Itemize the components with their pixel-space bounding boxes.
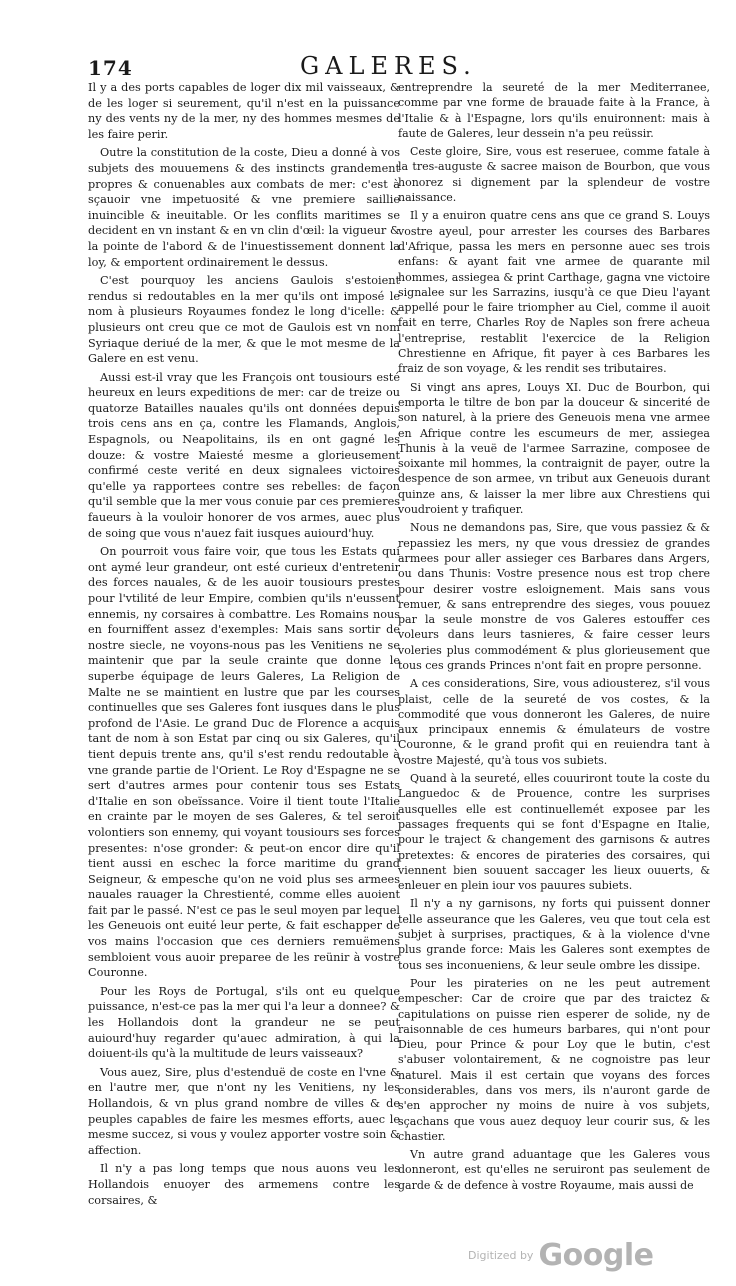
paragraph: Vous auez, Sire, plus d'estenduë de coste en l'vne & en l'autre mer, que n'ont ny les Venitiens, ny les Hollandois, & vn plus grand nombre de villes & de peuples capables de faire les mesmes efforts, auec le mesme succez, si vous y voulez apporter vostre soin & affection. xyxy=(88,1065,400,1157)
paragraph: Il y a des ports capables de loger dix mil vaisseaux, & de les loger si seurement, qu'il n'est en la puissance ny des vents ny de la mer, ny des hommes mesmes de les faire perir. xyxy=(88,81,400,141)
page-number: 174 xyxy=(88,56,133,80)
paragraph: Il n'y a ny garnisons, ny forts qui puissent donner telle asseurance que les Galeres, veu que tout cela est subjet à surprises, practiques, & à la violence d'vne plus grande force: Mais les Galeres sont exemptes de tous ses inconueniens, & leur seule ombre les dissipe. xyxy=(398,897,710,972)
paragraph: Quand à la seureté, elles couuriront toute la coste du Languedoc & de Prouence, contre les surprises ausquelles elle est continuellemét exposee par les passages frequents qui se font d'Espagne en Italie, pour le traject & changement des garnisons & autres pretextes: & encores de pirateries des corsaires, qui viennent bien souuent saccager les lieux ouuerts, & enleuer en plein iour vos pauures subiets. xyxy=(398,772,710,893)
left-column xyxy=(88,80,400,1211)
digitized-by-watermark xyxy=(468,1238,654,1273)
paragraph: Vn autre grand aduantage que les Galeres vous donneront, est qu'elles ne seruiront pas seulement de garde & de defence à vostre Royaume, mais aussi de xyxy=(398,1148,710,1192)
paragraph: Ceste gloire, Sire, vous est reseruee, comme fatale à la tres-auguste & sacree maison de Bourbon, que vous honorez si dignement par la splendeur de vostre naissance. xyxy=(398,145,710,205)
paragraph: Pour les pirateries on ne les peut autrement empescher: Car de croire que par des traictez & capitulations on puisse rien esperer de solide, ny de raisonnable de ces humeurs barbares, qui n'ont pour Dieu, pour Prince & pour Loy que le butin, c'est s'abuser volontairement, & ne cognoistre pas leur naturel. Mais il est certain que voyans des forces considerables, dans vos mers, ils n'auront garde de s'en approcher ny moins de nuire à vos subjets, sçachans que vous auez dequoy leur courir sus, & les chastier. xyxy=(398,976,710,1143)
right-column xyxy=(398,80,710,1196)
paragraph: Nous ne demandons pas, Sire, que vous passiez & & repassiez les mers, ny que vous dressiez de grandes armees pour aller assieger ces Barbares dans Argers, ou dans Thunis: Vostre presence nous est trop chere pour desirer vostre esloignement. Mais sans vous remuer, & sans entreprendre des sieges, vous pouuez par la seule monstre de vos Galeres estouffer ces voleurs dans leurs tasnieres, & faire cesser leurs voleries plus commodément & plus glorieusement que tous ces grands Princes n'ont fait en propre personne. xyxy=(398,521,710,672)
paragraph: Il n'y a pas long temps que nous auons veu les Hollandois enuoyer des armemens contre les corsaires, & xyxy=(88,1162,400,1207)
paragraph: entreprendre la seureté de la mer Mediterranee, comme par vne forme de brauade faite à la France, à l'Italie & à l'Espagne, lors qu'ils enuironnent: mais à faute de Galeres, leur dessein n'a peu reüssir. xyxy=(398,81,710,140)
watermark-brand: Google xyxy=(538,1238,654,1273)
running-title: GALERES. xyxy=(300,52,477,80)
paragraph: A ces considerations, Sire, vous adiousterez, s'il vous plaist, celle de la seureté de vos costes, & la commodité que vous donneront les Galeres, de nuire aux principaux ennemis & émulateurs de vostre Couronne, & le grand profit qui en reuiendra tant à vostre Majesté, qu'à tous vos subiets. xyxy=(398,677,710,767)
paragraph: Aussi est-il vray que les François ont tousiours esté heureux en leurs expeditions de mer: car de treize ou quatorze Batailles nauales qu'ils ont données depuis trois cens ans en ça, contre les Flamands, Anglois, Espagnols, ou Neapolitains, ils en ont gagné les douze: & vostre Maiesté mesme a glorieusement confirmé ceste verité en deux signalees victoires qu'elle ya rapportees contre ses rebelles: de façon qu'il semble que la mer vous conuie par ces premieres faueurs à la vouloir honorer de vos armes, auec plus de soing que vous n'auez fait iusques auiourd'huy. xyxy=(88,370,400,540)
paragraph: Outre la constitution de la coste, Dieu a donné à vos subjets des mouuemens & des instincts grandement propres & conuenables aux combats de mer: c'est à sçauoir vne impetuosité & vne premiere saillie inuincible & ineuitable. Or les conflits maritimes se decident en vn instant & en vn clin d'œil: la vigueur & la pointe de l'abord & de l'inuestissement donnent la loy, & emportent ordinairement le dessus. xyxy=(88,146,400,269)
watermark-prefix: Digitized by xyxy=(468,1249,534,1262)
paragraph: Si vingt ans apres, Louys XI. Duc de Bourbon, qui emporta le tiltre de bon par la douceur & sincerité de son naturel, à la priere des Geneuois mena vne armee en Afrique contre les escumeurs de mer, assiegea Thunis à la veuë de l'armee Sarrazine, composee de soixante mil hommes, la contraignit de payer, outre la despence de son armee, vn tribut aux Geneuois durant quinze ans, & laisser la mer libre aux Chrestiens qui voudroient y trafiquer. xyxy=(398,380,710,517)
paragraph: Il y a enuiron quatre cens ans que ce grand S. Louys vostre ayeul, pour arrester les courses des Barbares d'Afrique, passa les mers en personne auec ses trois enfans: & ayant fait vne armee de quarante mil hommes, assiegea & print Carthage, gagna vne victoire signalee sur les Sarrazins, iusqu'à ce que Dieu l'ayant appellé pour le faire triompher au Ciel, comme il auoit fait en terre, Charles Roy de Naples son frere acheua l'entreprise, restablit l'exercice de la Religion Chrestienne en Afrique, fit payer à ces Barbares les fraiz de son voyage, & les rendit ses tributaires. xyxy=(398,209,710,376)
paragraph: C'est pourquoy les anciens Gaulois s'estoient rendus si redoutables en la mer qu'ils ont imposé le nom à plusieurs Royaumes fondez le long d'icelle: & plusieurs ont creu que ce mot de Gaulois est vn nom Syriaque deriué de la mer, & que le mot mesme de la Galere en est venu. xyxy=(88,274,400,366)
paragraph: Pour les Roys de Portugal, s'ils ont eu quelque puissance, n'est-ce pas la mer qui l'a leur a donnee? & les Hollandois dont la grandeur ne se peut auiourd'huy regarder qu'auec admiration, à qui la doiuent-ils qu'à la multitude de leurs vaisseaux? xyxy=(88,984,400,1061)
paragraph: On pourroit vous faire voir, que tous les Estats qui ont aymé leur grandeur, ont esté curieux d'entretenir des forces nauales, & de les auoir tousiours prestes pour l'vtilité de leur Empire, combien qu'ils n'eussent ennemis, ny corsaires à combattre. Les Romains nous en fourniffent assez d'exemples: Mais sans sortir de nostre siecle, ne voyons-nous pas les Venitiens ne se maintenir que par la seule crainte que donne le superbe équipage de leurs Galeres, La Religion de Malte ne se maintient en lustre que par les courses continuelles que ses Galeres font iusques dans le plus profond de l'Asie. Le grand Duc de Florence a acquis tant de nom à son Estat par cinq ou six Galeres, qu'il tient depuis trente ans, qu'il s'est rendu redoutable à vne grande partie de l'Orient. Le Roy d'Espagne ne se sert d'autres armes pour contenir tous ses Estats d'Italie en son obeïssance. Voire il tient toute l'Italie en crainte par le moyen de ses Galeres, & tel seroit volontiers son ennemy, qui voyant tousiours ses forces presentes: n'ose gronder: & peut-on encor dire qu'il tient aussi en eschec la force maritime du grand Seigneur, & empesche qu'on ne void plus ses armees nauales rauager la Chrestienté, comme elles auoient fait par le passé. N'est ce pas le seul moyen par lequel les Geneuois ont euité leur perte, & fait eschapper de vos mains l'occasion que ces derniers remuëmens sembloient vous auoir preparee de les reünir à vostre Couronne. xyxy=(88,545,400,980)
